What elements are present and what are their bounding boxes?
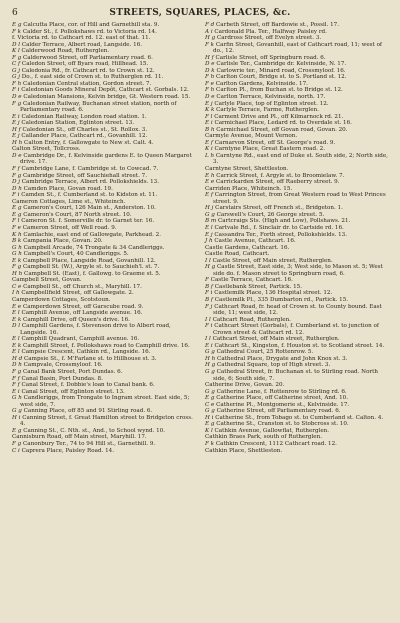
grid-reference: D e: [205, 61, 215, 68]
entry-text: Carntyne Place, Great Eastern road. 2.: [214, 146, 325, 153]
entry-text: Carlisle Ter., Cambridge dr. Kelvinside, N. 17.: [216, 61, 347, 68]
directory-entry: [12, 101, 197, 114]
entry-text: Cathkin Braes Park, south of Rutherglen.: [205, 434, 322, 441]
grid-reference: L h: [205, 152, 215, 159]
grid-reference: G g: [205, 388, 215, 395]
grid-reference: C i: [12, 447, 20, 454]
grid-reference: I l: [205, 316, 211, 323]
grid-reference: F: [205, 277, 209, 284]
grid-reference: G j: [12, 74, 20, 81]
entry-text: Camphill Drive, off Queen's drive. 16.: [23, 316, 130, 323]
page-number: 6: [12, 8, 19, 18]
grid-reference: E i: [205, 342, 213, 349]
entry-text: Carfin Street, Govanhill, east of Cathcart road, 11; west of do., 12.: [213, 41, 383, 55]
grid-reference: D h: [12, 185, 22, 192]
grid-reference: E j: [205, 100, 213, 107]
entry-text: Calderwood Road, Rutherglen.: [21, 48, 110, 55]
entry-text: Cathkin Avenue, Gallowflat, Rutherglen.: [214, 427, 330, 434]
grid-reference: H j: [205, 205, 214, 212]
entry-text: Campbell's Court, 40 Candleriggs. 5.: [23, 251, 129, 258]
grid-reference: F g: [12, 172, 22, 179]
entry-text: Carrickarden Street, off Raeberry street. 9.: [215, 179, 340, 186]
entry-text: Camphill Street, f. Pollokshaws road to Camphill drive. 16.: [23, 342, 190, 349]
grid-reference: D l: [12, 323, 21, 330]
entry-text: Campbell St. (W.), Argyle st. to Sauchieh'l. st. 7.: [23, 264, 160, 271]
grid-reference: F k: [205, 41, 215, 48]
entry-text: Carmichael Street, off Govan road, Govan. 20.: [216, 126, 348, 133]
grid-reference: K k: [205, 107, 215, 114]
entry-text: Carstairs Street, off French st., Bridgeton. 1.: [215, 205, 343, 212]
grid-reference: E f: [205, 192, 213, 199]
entry-text: Caledonian St., off Charles st., St. Rollox. 3.: [22, 126, 148, 133]
entry-text: Cannisburn Road, off Main street, Maryhill. 17.: [12, 434, 147, 441]
entry-text: Carlyle Place, top of Eglinton street. 12.: [214, 100, 329, 107]
entry-text: Cathcart Road, Rutherglen.: [212, 316, 291, 323]
grid-reference: F g: [12, 54, 22, 61]
grid-reference: H h: [12, 139, 23, 146]
entry-text: Carntyne Street, Shettleston.: [205, 166, 289, 173]
entry-text: Castlemilk Place, 136 Hospital street. 12.: [214, 290, 333, 297]
grid-reference: H g: [205, 362, 216, 369]
grid-reference: F l: [205, 113, 213, 120]
grid-reference: F h: [205, 87, 215, 94]
entry-text: Carlton Pl., from Buchan st. to Bridge st. 12.: [216, 87, 343, 94]
grid-reference: A i: [205, 28, 213, 35]
entry-text: Caledonian Railway, Buchanan street station, north of Parliamentary road. 6.: [20, 100, 177, 114]
entry-text: Catherine Drive, Govan. 20.: [205, 382, 285, 389]
grid-reference: D j: [12, 179, 20, 186]
entry-text: Carmyle Avenue, Mount Vernon.: [205, 133, 298, 140]
entry-text: Carswell's Court, 26 George street. 5.: [216, 211, 325, 218]
entry-text: Caledonia Rd., fr. Cathcart rd. to Crown st. 12.: [21, 67, 155, 74]
entry-text: Castle Street, East side, 3; West side, to Mason st. 5; West side do. f. Mason street to Springburn road, 6.: [213, 264, 383, 277]
grid-reference: F i: [12, 87, 20, 94]
entry-text: Castle Gardens, Cathcart. 16.: [205, 244, 290, 251]
grid-reference: E f: [205, 139, 213, 146]
entry-text: Catherine Pl., Montgomerie st., Kelvinside. 17.: [216, 401, 350, 408]
grid-reference: G g: [12, 408, 22, 415]
entry-text: Campbell Arcade, 74 Trongate & 34 Candleriggs.: [23, 244, 165, 251]
entry-text: Cassandra Ter., Forth street, Pollokshields. 13.: [214, 231, 348, 238]
entry-text: Campbell St. (East), f. Gallowg. to Graeme st. 5.: [24, 270, 161, 277]
grid-reference: E g: [205, 395, 215, 402]
directory-entry: [205, 42, 390, 55]
grid-reference: F k: [205, 441, 215, 447]
entry-text: Campsie Crescent, Cathkin rd., Langside. 16.: [21, 349, 151, 356]
page-header: [12, 8, 390, 18]
directory-entry: [12, 323, 197, 336]
entry-text: Castle Terrace, Cathcart. 16.: [210, 277, 293, 284]
grid-reference: F g: [12, 100, 22, 107]
entry-text: Caledonian Goods Mineral Depôt, Cathcart st. Gorbals. 12.: [21, 87, 189, 94]
entry-text: Camphill Avenue, off Langside avenue. 16.: [21, 310, 143, 317]
entry-text: Carlowrie ter., Minard road, Crossmyloof. 16.: [216, 67, 346, 74]
entry-text: Castlebank Street, Partick. 15.: [214, 283, 302, 290]
entry-text: Catherine St., Cranston st. to Stobcross st. 10.: [216, 421, 349, 428]
entry-text: Castle Avenue, Cathcart. 16.: [214, 238, 296, 245]
grid-reference: E e: [12, 303, 22, 310]
entry-text: Canal Street, f. Dobbie's loan to Canal bank. 6.: [21, 382, 155, 389]
entry-text: Cameron's Court, 126 Main st., Anderston. 10.: [23, 205, 156, 212]
entry-text: Cathkin Crescent, 1112 Cathcart road. 12.: [215, 441, 337, 447]
entry-text: Caledonian Mansions, Kelvin bridge, Gt. Western road. 15.: [23, 94, 191, 101]
directory-entry: [12, 415, 197, 428]
grid-reference: G g: [205, 349, 215, 356]
grid-reference: H i: [12, 414, 21, 421]
grid-reference: D l: [12, 41, 21, 48]
entry-text: Cathkin Place, Shettleston.: [205, 447, 283, 454]
grid-reference: E g: [12, 211, 22, 218]
directory-entry: [12, 395, 197, 408]
grid-reference: B f: [205, 283, 213, 290]
grid-reference: F h: [12, 80, 22, 87]
grid-reference: F f: [12, 375, 20, 382]
entry-text: Cartvale Rd., f. Sinclair dr. to Cartside rd. 16.: [214, 224, 344, 231]
entry-text: Candleriggs, from Trongate to Ingram street. East side, 5; west side, 7.: [20, 395, 190, 408]
entry-text: Carlton Gardens, Kelvinside. 17.: [215, 80, 308, 87]
grid-reference: G j: [12, 67, 20, 74]
grid-reference: H i: [205, 414, 214, 421]
entry-text: Catherine Place, off Catherine street, And. 10.: [216, 395, 348, 402]
grid-reference: E i: [12, 388, 20, 395]
entry-text: Do., f. east side of Crown st. to Rutherglen rd. 11.: [21, 74, 164, 81]
grid-reference: E g: [12, 22, 22, 28]
entry-text: Cameron Cottages, Lime st., Whiteinch.: [12, 198, 126, 205]
entry-text: Carriden Place, Whiteinch. 15.: [205, 185, 293, 192]
grid-reference: F i: [12, 192, 20, 199]
entry-text: Carmichael Place, Ledard rd. to Overdale st. 16.: [214, 120, 352, 127]
grid-reference: F k: [12, 28, 22, 35]
grid-reference: D e: [12, 94, 22, 101]
entry-text: Canal Basin, Port Dundas. 8.: [21, 375, 103, 382]
entry-text: Calcutta Place, cor. of Hill and Garnethill sta. 9.: [23, 22, 160, 28]
entry-text: Cartcraigs Sts. (High and Low), Pollshaws. 21.: [217, 218, 351, 225]
grid-reference: J h: [205, 238, 213, 245]
entry-text: Carment Drive and Pl., off Kilmarnock rd. 21.: [214, 113, 344, 120]
grid-reference: H g: [205, 35, 216, 42]
entry-text: Camphill Gardens, f. Stevenson drive to Albert road, Langside. 16.: [20, 323, 171, 336]
entry-text: f. Victoria rd. to Cathcart rd. 12. east of that. 11.: [12, 35, 151, 42]
grid-reference: E i: [205, 120, 213, 127]
entry-text: Canning St., C. Nth. st., And., to School wynd. 10.: [23, 427, 166, 434]
grid-reference: C e: [12, 283, 22, 290]
grid-reference: E k: [12, 342, 22, 349]
entry-text: Canal Bank Street, Port Dundas. 6.: [23, 368, 123, 375]
grid-reference: K l: [205, 427, 213, 434]
entry-text: Campsie St., f. M'Farlane st. to Hillhouse st. 3.: [24, 355, 157, 362]
entry-text: Caledonian Railway, London road station. 1.: [21, 113, 147, 120]
entry-text: Campvale, Crossmyloof. 16.: [23, 362, 103, 369]
grid-reference: E l: [12, 336, 20, 343]
entry-text: Cathcart Street (Gorbals), f. Cumberland st. to junction of Crown street & Cathcart rd. 12.: [213, 323, 379, 336]
directory-entry: [205, 304, 390, 317]
entry-text: Camden Place, Govan road. 19.: [23, 185, 113, 192]
entry-text: Calton Street, Tollcross.: [12, 146, 81, 153]
right-column: [205, 22, 390, 454]
grid-reference: F i: [205, 290, 213, 297]
entry-text: Cameron St. f. Somerville dr. to Garnet ter. 16.: [21, 218, 155, 225]
entry-text: Cambridge Street, off Sauchiehall street. 7.: [23, 172, 147, 179]
grid-reference: D e: [205, 94, 215, 101]
entry-text: Carlyle Terrace, Farme, Rutherglen.: [216, 107, 319, 114]
grid-reference: F g: [12, 264, 22, 271]
grid-reference: F d: [205, 22, 215, 28]
entry-text: Campania Place, Govan. 20.: [23, 238, 103, 245]
entry-text: Cathcart St., Kingston, f. Houston st. to Scotland street. 14.: [214, 342, 385, 349]
entry-text: Callander Place, Cathcart rd., Govanhill. 12.: [21, 133, 148, 140]
grid-reference: F g: [12, 441, 22, 447]
grid-reference: E j: [12, 133, 20, 140]
grid-reference: F j: [205, 303, 213, 310]
grid-reference: E g: [12, 427, 22, 434]
grid-reference: E e: [205, 179, 215, 186]
directory-entry: [205, 448, 390, 455]
left-column: [12, 22, 197, 454]
grid-reference: G h: [12, 244, 22, 251]
grid-reference: D k: [205, 67, 215, 74]
entry-text: Carrington Street, from Great Western road to West Princes street. 9.: [213, 192, 386, 205]
grid-reference: H f: [12, 126, 21, 133]
entry-text: Catherine St., from Tobago st. to Cumberland st. Calton. 4.: [215, 414, 384, 421]
directory-entry: [205, 264, 390, 277]
grid-reference: F i: [205, 323, 213, 330]
entry-text: Camphill Quadrant, Camphill avenue. 16.: [21, 336, 140, 343]
entry-text: Campbell Street, Govan.: [12, 277, 82, 284]
directory-entry: [205, 153, 390, 166]
grid-reference: E h: [205, 172, 215, 179]
grid-reference: E l: [205, 224, 213, 231]
grid-reference: B f: [205, 296, 213, 303]
grid-reference: G h: [12, 251, 22, 258]
entry-text: Carrick Street, f. Argyle st. to Broomielaw. 7.: [216, 172, 345, 179]
entry-text: Canonbury Ter., 74 to 94 Hill st., Garnethill. 9.: [23, 441, 156, 447]
entry-text: Camlachie, east end of Gallowgate, Parkhead. 2.: [23, 231, 162, 238]
entry-text: Caprera Place, Paisley Road. 14.: [21, 447, 114, 454]
page-title: STREETS, SQUARES, PLACES, &c.: [109, 8, 291, 18]
grid-reference: E k: [12, 257, 22, 264]
directory-entry: [205, 369, 390, 382]
grid-reference: H d: [12, 355, 23, 362]
entry-text: Cathcart Street, off Main street, Rutherglen.: [212, 336, 340, 343]
grid-reference: H f: [205, 54, 214, 61]
entry-text: Carlton Court, Bridge st. to S. Portland st. 12.: [216, 74, 347, 81]
grid-reference: F f: [12, 382, 20, 389]
grid-reference: F h: [205, 74, 215, 81]
grid-reference: D e: [12, 152, 22, 159]
entry-text: Cathedral Place, Drygate and John Knox st. 3.: [217, 355, 348, 362]
directory-entry: [205, 192, 390, 205]
entry-text: Catherine Street, off Parliamentary road. 6.: [216, 408, 341, 415]
entry-text: Camden St., f. Cumberland st. to Kidston st. 11.: [21, 192, 158, 199]
entry-text: Camperdown Street, off Garscube road. 9.: [22, 303, 144, 310]
grid-reference: C f: [12, 61, 21, 68]
entry-text: Cameron Street, off Well road. 9.: [22, 224, 117, 231]
entry-text: Cambridge Terrace, Albert rd. Pollokshields. 13.: [21, 179, 160, 186]
grid-reference: H h: [12, 270, 23, 277]
grid-reference: F g: [12, 368, 22, 375]
directory-entry: [12, 448, 197, 455]
grid-reference: G g: [205, 211, 215, 218]
entry-text: Caledonian Station, Eglinton street. 13.: [21, 120, 135, 127]
grid-reference: E g: [205, 421, 215, 428]
entry-text: Cambridge Dr., f. Kelvinside gardens E. to Queen Margaret drive. 17.: [20, 152, 192, 166]
grid-reference: E j: [205, 231, 213, 238]
grid-reference: C e: [205, 401, 215, 408]
grid-reference: K l: [12, 48, 20, 55]
grid-reference: B m: [205, 218, 217, 225]
grid-reference: G g: [205, 408, 215, 415]
entry-text: Catherine Lane, f. Rottenrow to Stirling rd. 6.: [216, 388, 347, 395]
grid-reference: G g: [205, 368, 215, 375]
grid-reference: B h: [205, 126, 215, 133]
entry-text: Canning Street, f. Great Hamilton street to Bridgeton cross. 4.: [20, 414, 193, 428]
entry-text: Campbellfield Street, off Gallowgate. 2.: [21, 290, 134, 297]
grid-reference: K h: [12, 231, 22, 238]
grid-reference: H g: [205, 264, 216, 271]
entry-text: Campbell St., off Church st., Maryhill. 17.: [23, 283, 142, 290]
entry-text: Cathedral Court, 25 Rottenrow. 5.: [216, 349, 314, 356]
entry-text: Carbeth Street, off Bardowie st., Possil. 17.: [216, 22, 340, 28]
grid-reference: F e: [205, 80, 214, 87]
grid-reference: G h: [12, 395, 22, 402]
grid-reference: E l: [12, 310, 20, 317]
entry-text: Calder St., f. Pollokshaws rd. to Victoria rd. 14.: [22, 28, 157, 35]
entry-text: Cardonald Pla. Ter., Halfway Paisley rd.: [214, 28, 327, 35]
entry-text: Castlemilk Pl., 335 Dumbarton rd., Partick. 15.: [214, 296, 349, 303]
entry-text: Carlton Terrace, Kelvinside, north. 17.: [216, 94, 326, 101]
grid-reference: E l: [12, 349, 20, 356]
entry-text: Campbell Place, Langside Road, Govanhill. 12.: [23, 257, 156, 264]
entry-text: Canning Place, off 85 and 91 Stirling road. 6.: [23, 408, 153, 415]
grid-reference: F f: [12, 166, 20, 173]
entry-text: Calton Entry, f. Gallowgate to New st. Calt. 4.: [24, 139, 154, 146]
entry-text: Cambridge Lane, f. Cambridge st. to Cowcad. 7.: [21, 166, 159, 173]
entry-text: Cameron's Court, 87 North street. 10.: [23, 211, 132, 218]
grid-reference: E i: [12, 113, 20, 120]
directory-entry: [205, 323, 390, 336]
entry-text: Cathcart Road, fr. head of Crown st. to County bound. East side, 11; west side, 12.: [213, 303, 382, 317]
entry-text: Carnarvon Street, off St. George's road. 9.: [214, 139, 336, 146]
entry-text: Calderwood Street, off Parliamentary road. 6.: [23, 54, 153, 61]
grid-reference: K i: [205, 146, 213, 153]
entry-text: Cardross Street, off Evelyn street. 3.: [217, 35, 322, 42]
entries-columns: [12, 22, 390, 454]
entry-text: Cathedral Square, top of High street. 3.: [217, 362, 331, 369]
entry-text: Caledonian Central station, Gordon street. 7.: [23, 80, 152, 87]
grid-reference: H h: [205, 355, 216, 362]
grid-reference: E j: [12, 120, 20, 127]
entry-text: Carlisle Street, off Springburn road. 6.: [215, 54, 326, 61]
grid-reference: E k: [12, 316, 22, 323]
grid-reference: I l: [205, 336, 211, 343]
grid-reference: F e: [12, 224, 21, 231]
grid-reference: I h: [12, 290, 20, 297]
grid-reference: I l: [205, 257, 211, 264]
entry-text: Castle Street, off Main street, Rutherglen.: [212, 257, 333, 264]
entry-text: Cathedral Street, fr. Buchanan st. to Stirling road. North side, 6; South side, 7.: [213, 368, 378, 382]
entry-text: Caledon Street, off Byars road, Hillhead. 15.: [21, 61, 149, 68]
entry-text: Camperdown Cottages, Scotstoun.: [12, 296, 111, 303]
directory-entry: [12, 153, 197, 166]
grid-reference: D h: [12, 362, 22, 369]
grid-reference: F l: [12, 218, 20, 225]
grid-reference: E g: [12, 205, 22, 212]
entry-text: Carntyne Rd., east end of Duke st. South side, 2; North side, 3.: [213, 152, 388, 166]
grid-reference: B k: [12, 238, 22, 245]
entry-text: Castle Road, Cathcart.: [205, 251, 270, 258]
entry-text: Canal Street, off Eglinton street. 13.: [21, 388, 125, 395]
entry-text: Calder Terrace, Albert road, Langside. 16.: [21, 41, 143, 48]
